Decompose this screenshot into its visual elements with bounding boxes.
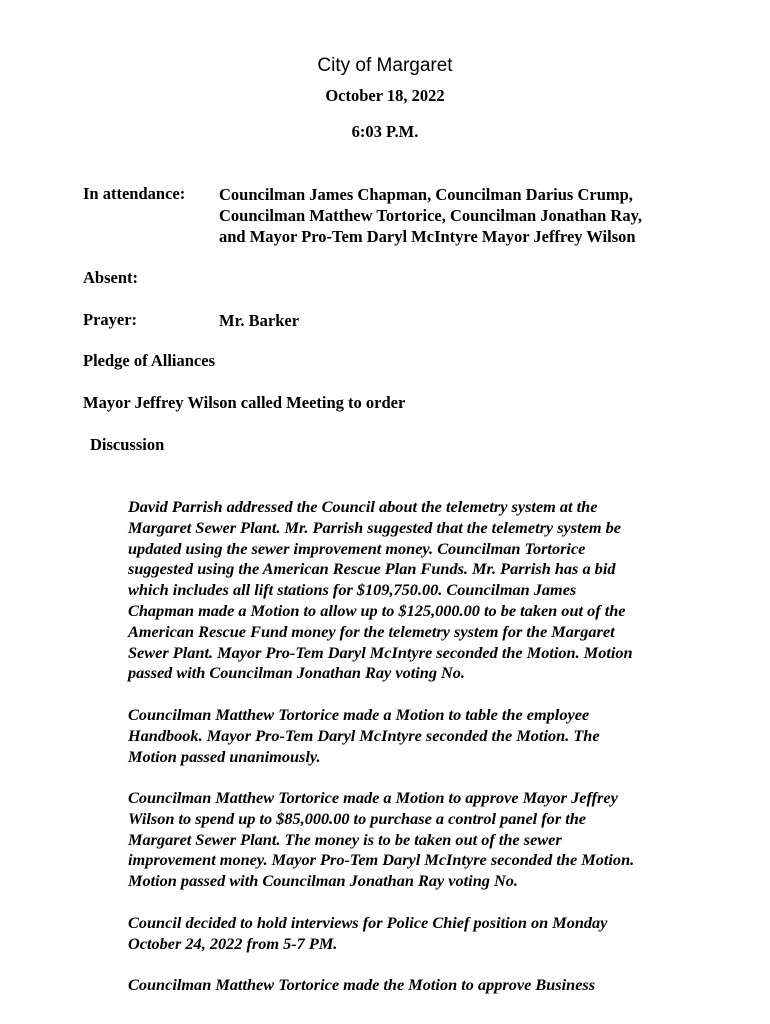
paragraph-line: David Parrish addressed the Council about the telemetry system at the xyxy=(128,497,598,516)
paragraph-line: Council decided to hold interviews for Police Chief position on Monday xyxy=(128,913,608,932)
pledge-line: Pledge of Alliances xyxy=(83,351,215,370)
meeting-time: 6:03 P.M. xyxy=(351,122,419,141)
paragraph-line: which includes all lift stations for $109,750.00. Councilman James xyxy=(128,580,577,600)
paragraph-line: Sewer Plant. Mayor Pro-Tem Daryl McIntyre seconded the Motion. Motion xyxy=(128,642,633,662)
prayer-value: Mr. Barker xyxy=(219,311,300,330)
paragraph-line: Motion passed with Councilman Jonathan Ray voting No. xyxy=(128,871,518,891)
discussion-heading: Discussion xyxy=(90,435,165,454)
paragraph-line: October 24, 2022 from 5-7 PM. xyxy=(128,933,338,953)
discussion-paragraph xyxy=(128,788,698,892)
paragraph-line: improvement money. Mayor Pro-Tem Daryl McIntyre seconded the Motion. xyxy=(128,850,635,870)
discussion-paragraph xyxy=(128,497,698,684)
discussion-paragraph xyxy=(128,975,698,996)
paragraph-line: Handbook. Mayor Pro-Tem Daryl McIntyre seconded the Motion. The xyxy=(128,725,600,745)
paragraph-line: Margaret Sewer Plant. The money is to be taken out of the sewer xyxy=(128,829,562,849)
paragraph-line: suggested using the American Rescue Plan Funds. Mr. Parrish has a bid xyxy=(128,559,616,579)
paragraph-line: Chapman made a Motion to allow up to $125,000.00 to be taken out of the xyxy=(128,600,626,620)
paragraph-line: Councilman Matthew Tortorice made a Motion to table the employee xyxy=(128,705,590,724)
attendance-line: Councilman James Chapman, Councilman Darius Crump, xyxy=(219,185,633,204)
document-title: City of Margaret xyxy=(317,55,453,76)
paragraph-line: updated using the sewer improvement money. Councilman Tortorice xyxy=(128,538,586,558)
paragraph-line: Margaret Sewer Plant. Mr. Parrish suggested that the telemetry system be xyxy=(128,517,621,537)
attendance-label: In attendance: xyxy=(83,184,186,203)
attendance-list xyxy=(219,184,642,247)
absent-label: Absent: xyxy=(83,268,139,287)
attendance-line: Councilman Matthew Tortorice, Councilman Jonathan Ray, xyxy=(219,206,643,225)
paragraph-line: Wilson to spend up to $85,000.00 to purchase a control panel for the xyxy=(128,808,587,828)
meeting-date: October 18, 2022 xyxy=(325,86,445,105)
discussion-paragraph xyxy=(128,705,698,767)
attendance-line: and Mayor Pro-Tem Daryl McIntyre Mayor Jeffrey Wilson xyxy=(219,227,636,246)
paragraph-line: passed with Councilman Jonathan Ray voting No. xyxy=(128,663,466,683)
prayer-label: Prayer: xyxy=(83,310,138,329)
paragraph-line: Councilman Matthew Tortorice made a Motion to approve Mayor Jeffrey xyxy=(128,788,618,807)
discussion-paragraph xyxy=(128,913,698,955)
paragraph-line: Councilman Matthew Tortorice made the Motion to approve Business xyxy=(128,975,596,994)
call-to-order-line: Mayor Jeffrey Wilson called Meeting to order xyxy=(83,393,406,412)
paragraph-line: Motion passed unanimously. xyxy=(128,746,321,766)
paragraph-line: American Rescue Fund money for the telemetry system for the Margaret xyxy=(128,621,615,641)
